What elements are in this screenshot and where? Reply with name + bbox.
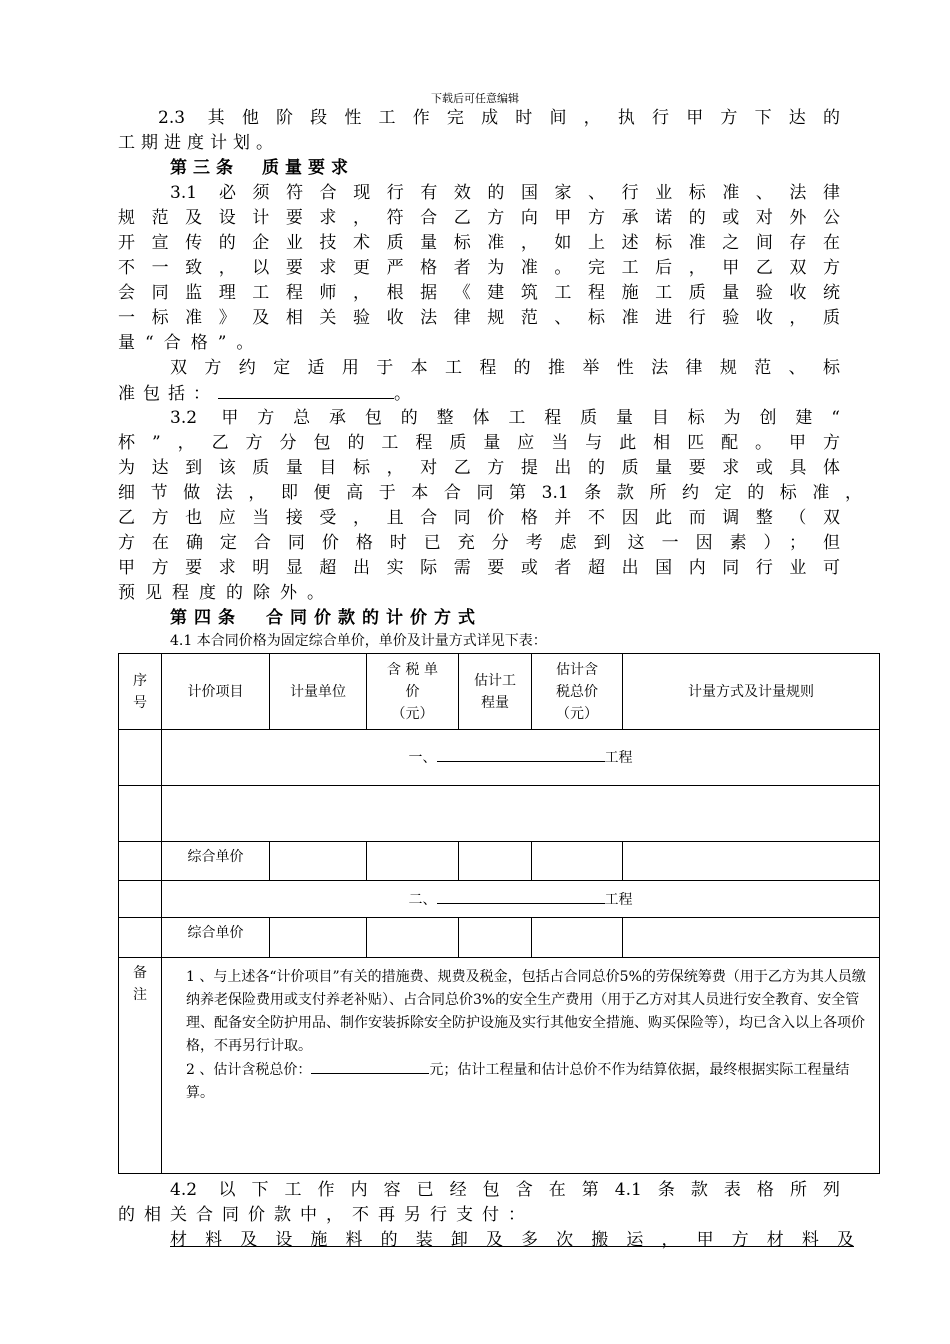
table-cell[interactable] [367, 842, 459, 881]
table-cell[interactable] [119, 786, 162, 842]
header-unit: 计量单位 [270, 654, 367, 730]
standards-suffix: 。 [394, 384, 419, 404]
para-2-3-line-2: 工期进度计划。 [118, 133, 279, 153]
para-3-1-line: 量“合格”。 [118, 333, 264, 353]
standards-blank[interactable] [218, 381, 394, 399]
table-cell[interactable] [459, 918, 532, 958]
table-row [119, 786, 880, 842]
table-row [119, 730, 880, 786]
para-2-3-line-1: 2.3 其他阶段性工作完成时间，执行甲方下达的 [158, 108, 840, 128]
para-3-2-line: 细节做法，即便高于本合同第3.1条款所约定的标准， [118, 483, 862, 503]
section-4-title: 第四条 合同价款的计价方式 [170, 608, 482, 628]
section-1-blank[interactable] [437, 746, 605, 762]
para-4-2-line-3: 材料及设施料的装卸及多次搬运，甲方材料及 [170, 1230, 854, 1250]
notes-row [119, 958, 880, 1174]
para-3-1-line: 一标准》及相关验收法律规范、标准进行验收，质 [118, 308, 840, 328]
header-rule: 计量方式及计量规则 [623, 654, 880, 730]
standards-prefix: 准包括： [118, 384, 218, 404]
header-item: 计价项目 [162, 654, 270, 730]
price-table [118, 653, 880, 1174]
table-cell[interactable] [459, 842, 532, 881]
para-3-2-line: 为达到该质量目标，对乙方提出的质量要求或具体 [118, 458, 840, 478]
table-cell[interactable] [367, 918, 459, 958]
section-2-cell: 二、 工程 [162, 881, 880, 918]
watermark: 下载后可任意编辑 [431, 92, 519, 105]
note-2: 2 、估计含税总价： 元；估计工程量和估计总价不作为结算依据，最终根据实际工程量结算。 [186, 1058, 873, 1105]
table-cell[interactable] [119, 842, 162, 881]
estimated-total-blank[interactable] [311, 1058, 429, 1074]
section-1-cell: 一、 工程 [162, 730, 880, 786]
para-3-2-line: 乙方也应当接受，且合同价格并不因此而调整（双 [118, 508, 840, 528]
para-4-2-line-2: 的相关合同价款中，不再另行支付： [118, 1205, 534, 1225]
para-3-2-line: 方在确定合同价格时已充分考虑到这一因素）；但 [118, 533, 840, 553]
para-3-1-line: 规范及设计要求，符合乙方向甲方承诺的或对外公 [118, 208, 840, 228]
section-3-title: 第三条 质量要求 [170, 158, 354, 178]
table-cell[interactable] [162, 786, 880, 842]
table-row [119, 842, 880, 881]
para-3-2-line: 预见程度的除外。 [118, 583, 334, 603]
table-cell[interactable] [270, 842, 367, 881]
para-standards-line-1: 双方约定适用于本工程的推举性法律规范、标 [170, 358, 840, 378]
para-3-1-line: 不一致，以要求更严格者为准。完工后，甲乙双方 [118, 258, 840, 278]
para-3-1-line: 开宣传的企业技术质量标准，如上述标准之间存在 [118, 233, 840, 253]
notes-cell [162, 958, 880, 1174]
para-3-1-line: 3.1 必须符合现行有效的国家、行业标准、法律 [170, 183, 840, 203]
table-cell[interactable] [119, 918, 162, 958]
composite-price-label: 综合单价 [162, 842, 270, 881]
table-cell[interactable] [532, 842, 623, 881]
para-standards-line-2 [118, 381, 419, 407]
notes-label: 备 注 [119, 958, 162, 1174]
para-4-1-intro: 4.1 本合同价格为固定综合单价，单价及计量方式详见下表： [170, 633, 547, 649]
table-header-row [119, 654, 880, 730]
table-row [119, 918, 880, 958]
table-cell[interactable] [119, 881, 162, 918]
para-3-1-line: 会同监理工程师，根据《建筑工程施工质量验收统 [118, 283, 840, 303]
section-2-blank[interactable] [437, 888, 605, 904]
header-total: 估计含 税总价 （元） [532, 654, 623, 730]
para-4-2-line-1: 4.2 以下工作内容已经包含在第4.1条款表格所列 [170, 1180, 840, 1200]
table-cell[interactable] [532, 918, 623, 958]
para-3-2-line: 3.2 甲方总承包的整体工程质量目标为创建“ [170, 408, 840, 428]
table-cell[interactable] [623, 842, 880, 881]
note-1: 1 、与上述各“计价项目”有关的措施费、规费及税金，包括占合同总价5%的劳保统筹费（用于乙方为其人员缴纳养老保险费用或支付养老补贴）、占合同总价3%的安全生产费用（用于乙方对其人员进行安全教育、安全管理、配备安全防护用品、制作安装拆除安全防护设施及实行其他安全措施、购买保险等），均已含入以上各项价格，不再另行计取。 [186, 969, 866, 1054]
para-3-2-line: 甲方要求明显超出实际需要或者超出国内同行业可 [118, 558, 840, 578]
table-cell[interactable] [119, 730, 162, 786]
composite-price-label: 综合单价 [162, 918, 270, 958]
table-row [119, 881, 880, 918]
header-qty: 估计工 程量 [459, 654, 532, 730]
table-cell[interactable] [623, 918, 880, 958]
para-3-2-line: 杯”，乙方分包的工程质量应当与此相匹配。甲方 [118, 433, 840, 453]
header-price: 含 税 单 价 （元） [367, 654, 459, 730]
table-cell[interactable] [270, 918, 367, 958]
header-seq: 序 号 [119, 654, 162, 730]
